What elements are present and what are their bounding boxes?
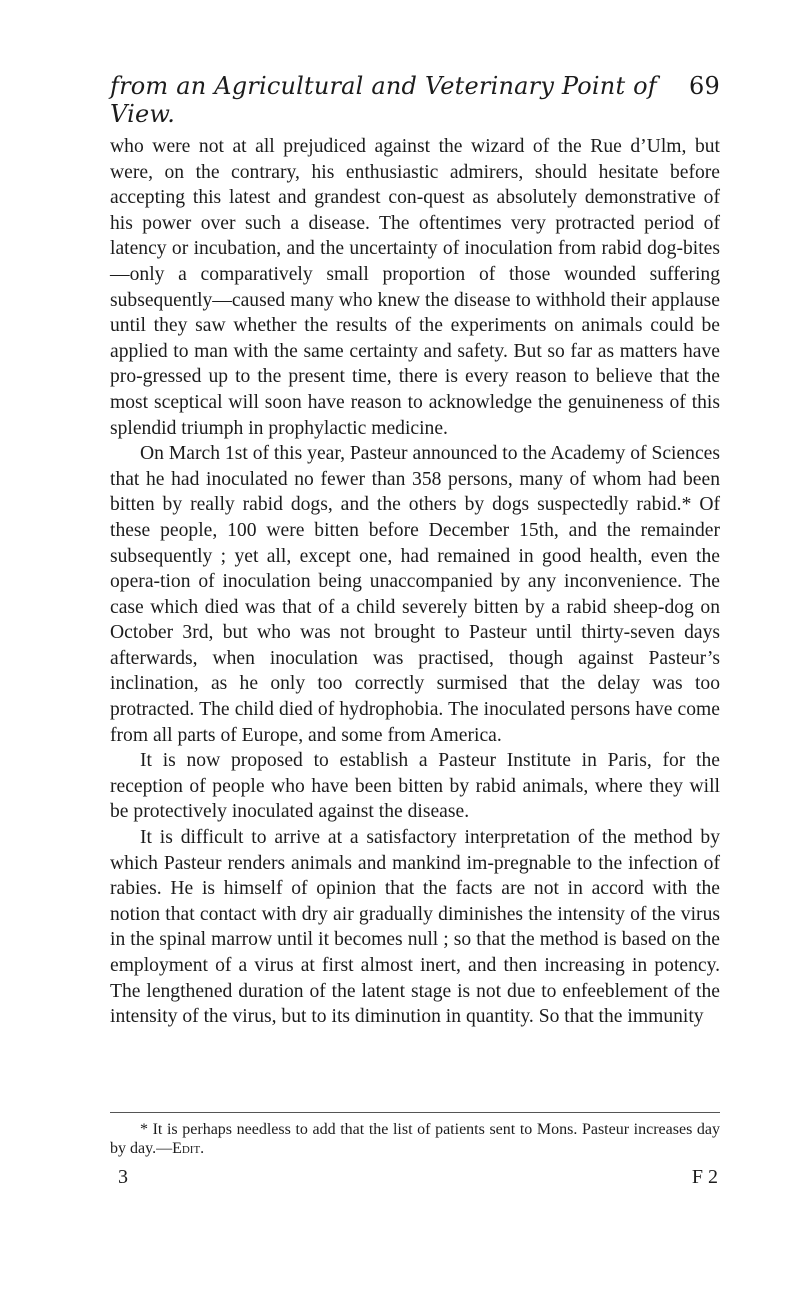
footnote-rule (110, 1112, 720, 1113)
signature-number: 3 (118, 1166, 128, 1188)
page-number: 69 (689, 72, 720, 100)
footnote-attribution: Edit. (172, 1140, 205, 1157)
paragraph-3: It is now proposed to establish a Pasteur Institute in Paris, for the reception of people who have been bitten by rabid animals, where they will be protectively inoculated against the disease. (110, 750, 720, 823)
paragraph-2: On March 1st of this year, Pasteur announced to the Academy of Sciences that he had inoculated no fewer than 358 persons, many of whom had been bitten by really rabid dogs, and the others by dogs suspectedly rabid.* Of these people, 100 were bitten before December 15th, and the remainder subsequently ; yet all, except one, had remained in good health, even the opera-tion of inoculation being unaccompanied by any inconvenience. The case which died was that of a child severely bitten by a rabid sheep-dog on October 3rd, but who was not brought to Pasteur until thirty-seven days afterwards, when inoculation was practised, though against Pasteur’s inclination, as he only too correctly surmised that the delay was too protracted. The child died of hydrophobia. The inoculated persons have come from all parts of Europe, and some from America. (110, 443, 720, 746)
footnote-text: * It is perhaps needless to add that the list of patients sent to Mons. Pasteur increases day by day.— (110, 1121, 720, 1157)
body-text (110, 134, 720, 1030)
signature-mark: F 2 (691, 1166, 718, 1188)
paragraph-4: It is difficult to arrive at a satisfactory interpretation of the method by which Pasteur renders animals and mankind im-pregnable to the infection of rabies. He is himself of opinion that the facts are not in accord with the notion that contact with dry air gradually diminishes the intensity of the virus in the spinal marrow until it becomes null ; so that the method is based on the employment of a virus at first almost inert, and then increasing in potency. The lengthened duration of the latent stage is not due to enfeeblement of the intensity of the virus, but to its diminution in quantity. So that the immunity (110, 827, 720, 1028)
header-title: from an Agricultural and Veterinary Point of View. (110, 72, 657, 128)
running-header (110, 72, 720, 128)
paragraph-1: who were not at all prejudiced against the wizard of the Rue d’Ulm, but were, on the contrary, his enthusiastic admirers, should hesitate before accepting this latest and grandest con-quest as absolutely demonstrative of his power over such a disease. The oftentimes very protracted period of latency or incubation, and the uncertainty of inoculation from rabid dog-bites—only a comparatively small proportion of those wounded suffering subsequently—caused many who knew the disease to withhold their applause until they saw whether the results of the experiments on animals could be applied to man with the same certainty and safety. But so far as matters have pro-gressed up to the present time, there is every reason to believe that the most sceptical will soon have reason to acknowledge the genuineness of this splendid triumph in prophylactic medicine. (110, 136, 720, 439)
footnote (110, 1120, 720, 1158)
